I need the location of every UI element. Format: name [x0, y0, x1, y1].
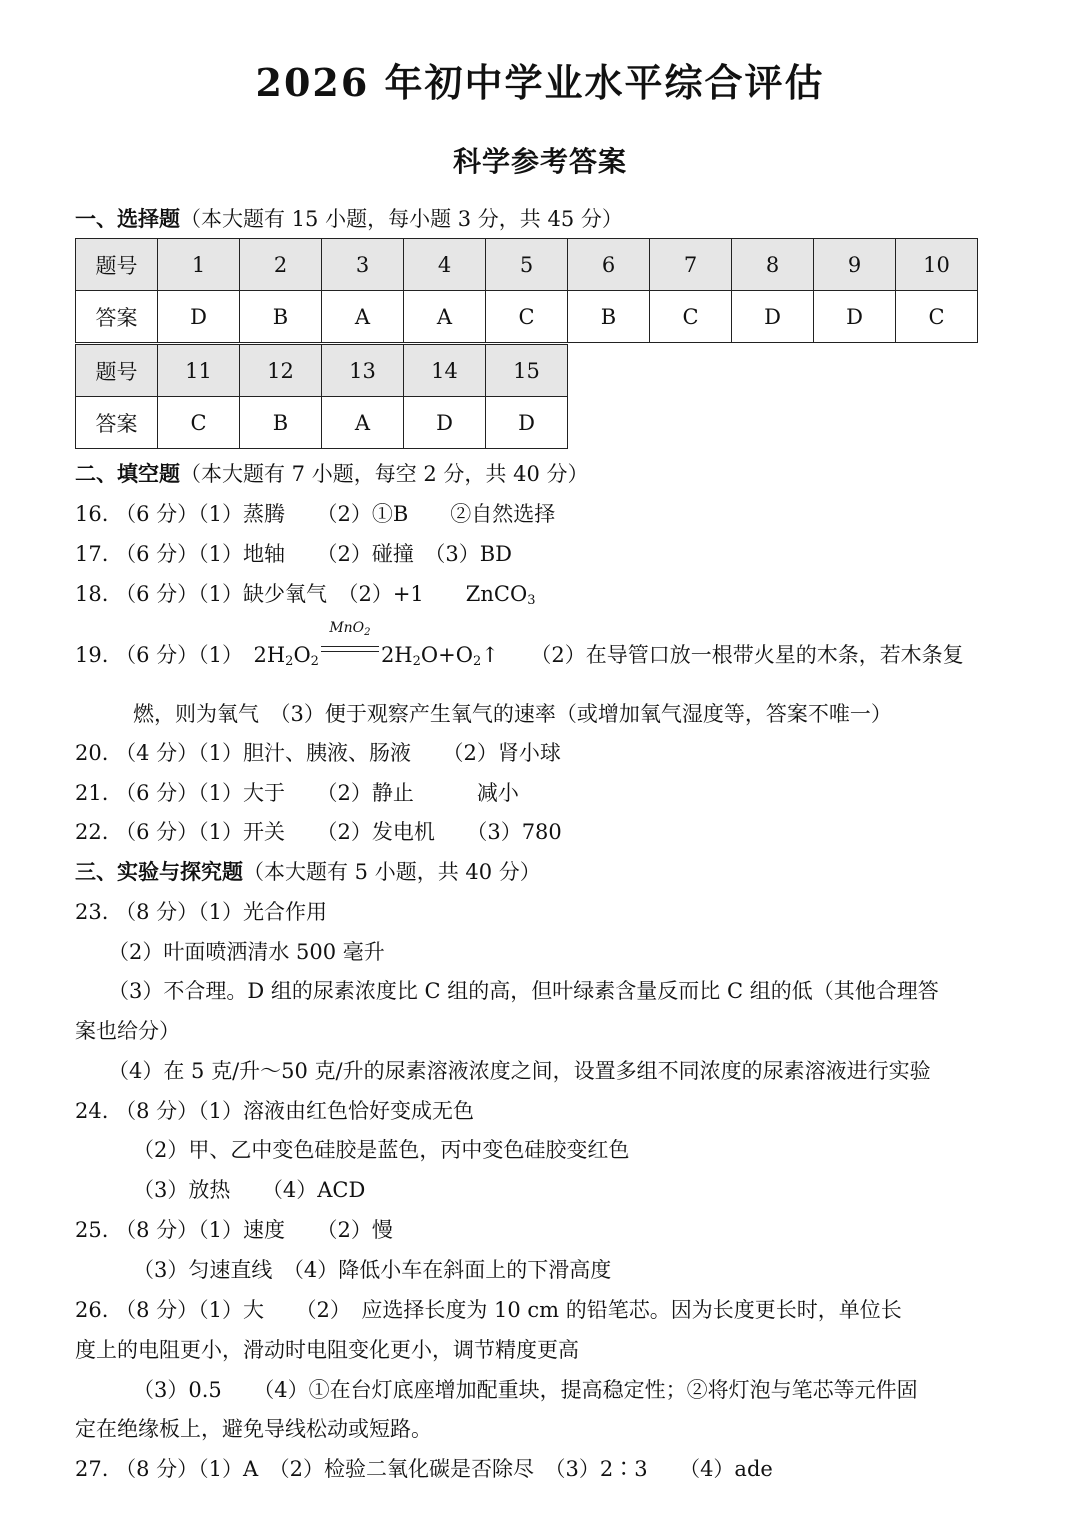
table-cell: 10 — [896, 239, 978, 291]
answer-q25-1: 25. （8 分）（1）速度 （2）慢 — [75, 1218, 393, 1242]
section-3-note: （本大题有 5 小题，共 40 分） — [243, 860, 541, 884]
reaction-line — [321, 651, 379, 652]
table-cell: 4 — [404, 239, 486, 291]
section-2-note: （本大题有 7 小题，每空 2 分，共 40 分） — [180, 462, 589, 486]
row-header-num: 题号 — [76, 239, 158, 291]
page-subtitle: 科学参考答案 — [452, 145, 627, 178]
section-2-heading — [75, 458, 589, 488]
table-cell: A — [322, 291, 404, 343]
section-2-title: 二、填空题 — [75, 461, 180, 486]
formula-sub: 2 — [285, 654, 294, 669]
gas-arrow-icon: ↑ — [481, 643, 499, 667]
answer-q27: 27. （8 分）（1）A （2）检验二氧化碳是否除尽 （3）2∶3 （4）ade — [75, 1457, 773, 1481]
answer-q20: 20. （4 分）（1）胆汁、胰液、肠液 （2）肾小球 — [75, 741, 561, 765]
table-row — [76, 397, 568, 449]
section-1-heading — [75, 203, 623, 233]
row-header-num: 题号 — [76, 345, 158, 397]
table-cell: 1 — [158, 239, 240, 291]
answer-q19-prefix: 19. （6 分）（1） 2H — [75, 643, 286, 667]
table-cell: 2 — [240, 239, 322, 291]
answer-q26-1-continuation: 度上的电阻更小，滑动时电阻变化更小，调节精度更高 — [75, 1338, 579, 1362]
answer-q18-subscript: 3 — [527, 593, 536, 608]
formula-sub: 2 — [310, 654, 319, 669]
table-cell: 11 — [158, 345, 240, 397]
catalyst-label: MnO$_2$ — [329, 620, 371, 638]
table-cell: 15 — [486, 345, 568, 397]
section-3-title: 三、实验与探究题 — [75, 859, 243, 884]
answer-q23-1: 23. （8 分）（1）光合作用 — [75, 900, 327, 924]
table-cell: D — [814, 291, 896, 343]
answer-q19-part2: （2）在导管口放一根带火星的木条，若木条复 — [540, 643, 964, 667]
table-cell: D — [404, 397, 486, 449]
answer-q16: 16. （6 分）（1）蒸腾 （2）①B ②自然选择 — [75, 502, 556, 526]
answer-q24-1: 24. （8 分）（1）溶液由红色恰好变成无色 — [75, 1099, 474, 1123]
answer-q18-text: 18. （6 分）（1）缺少氧气 （2）+1 ZnCO — [75, 582, 528, 606]
choice-answer-table-2 — [75, 344, 568, 449]
row-header-ans: 答案 — [76, 397, 158, 449]
formula-sub: 2 — [472, 654, 482, 669]
answer-q26-1: 26. （8 分）（1）大 （2） 应选择长度为 10 cm 的铅笔芯。因为长度更长时，单位长 — [75, 1298, 902, 1322]
answer-q26-2: （3）0.5 （4）①在台灯底座增加配重块，提高稳定性；②将灯泡与笔芯等元件固 — [133, 1378, 918, 1402]
row-header-ans: 答案 — [76, 291, 158, 343]
table-cell: 7 — [650, 239, 732, 291]
table-cell: C — [486, 291, 568, 343]
answer-q25-2: （3）匀速直线 （4）降低小车在斜面上的下滑高度 — [133, 1258, 612, 1282]
section-1-note: （本大题有 15 小题，每小题 3 分，共 45 分） — [180, 207, 623, 231]
answer-q22: 22. （6 分）（1）开关 （2）发电机 （3）780 — [75, 820, 562, 844]
formula-sub: 2 — [412, 654, 421, 669]
table-cell: C — [158, 397, 240, 449]
answer-q24-3: （3）放热 （4）ACD — [133, 1178, 366, 1202]
table-cell: A — [322, 397, 404, 449]
answer-q17: 17. （6 分）（1）地轴 （2）碰撞 （3）BD — [75, 542, 512, 566]
answer-q21: 21. （6 分）（1）大于 （2）静止 减小 — [75, 781, 519, 805]
table-cell: 14 — [404, 345, 486, 397]
table-cell: B — [568, 291, 650, 343]
table-cell: 5 — [486, 239, 568, 291]
table-cell: D — [486, 397, 568, 449]
table-cell: D — [158, 291, 240, 343]
answer-q19-continuation: 燃，则为氧气 （3）便于观察产生氧气的速率（或增加氧气湿度等，答案不唯一） — [133, 702, 892, 726]
catalyst-subscript: 2 — [364, 627, 371, 638]
table-cell: 6 — [568, 239, 650, 291]
reaction-line — [321, 646, 379, 647]
table-cell: C — [650, 291, 732, 343]
section-1-title: 一、选择题 — [75, 206, 180, 231]
table-cell: 9 — [814, 239, 896, 291]
answer-q19: 19. （6 分）（1） $2H_2O_2$ MnO$_2$ $2H_2O+O_2↑$ （2）在导管口放一根带火星的木条，若木条复 — [75, 620, 964, 669]
table-cell: 8 — [732, 239, 814, 291]
table-cell: 13 — [322, 345, 404, 397]
table-cell: C — [896, 291, 978, 343]
reaction-arrow — [319, 620, 381, 664]
answer-q26-2-continuation: 定在绝缘板上，避免导线松动或短路。 — [75, 1417, 432, 1441]
answer-q23-3-continuation: 案也给分） — [75, 1019, 180, 1043]
section-3-heading — [75, 856, 541, 886]
table-cell: 3 — [322, 239, 404, 291]
table-row — [76, 239, 978, 291]
table-row — [76, 345, 568, 397]
table-cell: B — [240, 291, 322, 343]
table-cell: A — [404, 291, 486, 343]
choice-answer-table-1 — [75, 238, 978, 343]
answer-q24-2: （2）甲、乙中变色硅胶是蓝色，丙中变色硅胶变红色 — [133, 1138, 630, 1162]
answer-q23-2: （2）叶面喷洒清水 500 毫升 — [108, 940, 385, 964]
table-cell: D — [732, 291, 814, 343]
page-title: 2026 年初中学业水平综合评估 — [255, 60, 825, 105]
table-cell: 12 — [240, 345, 322, 397]
answer-q18 — [75, 578, 535, 608]
table-cell: B — [240, 397, 322, 449]
table-row — [76, 291, 978, 343]
answer-q23-3: （3）不合理。D 组的尿素浓度比 C 组的高，但叶绿素含量反而比 C 组的低（其他合理答 — [108, 979, 939, 1003]
answer-q23-4: （4）在 5 克/升～50 克/升的尿素溶液浓度之间，设置多组不同浓度的尿素溶液进行实验 — [108, 1059, 931, 1083]
